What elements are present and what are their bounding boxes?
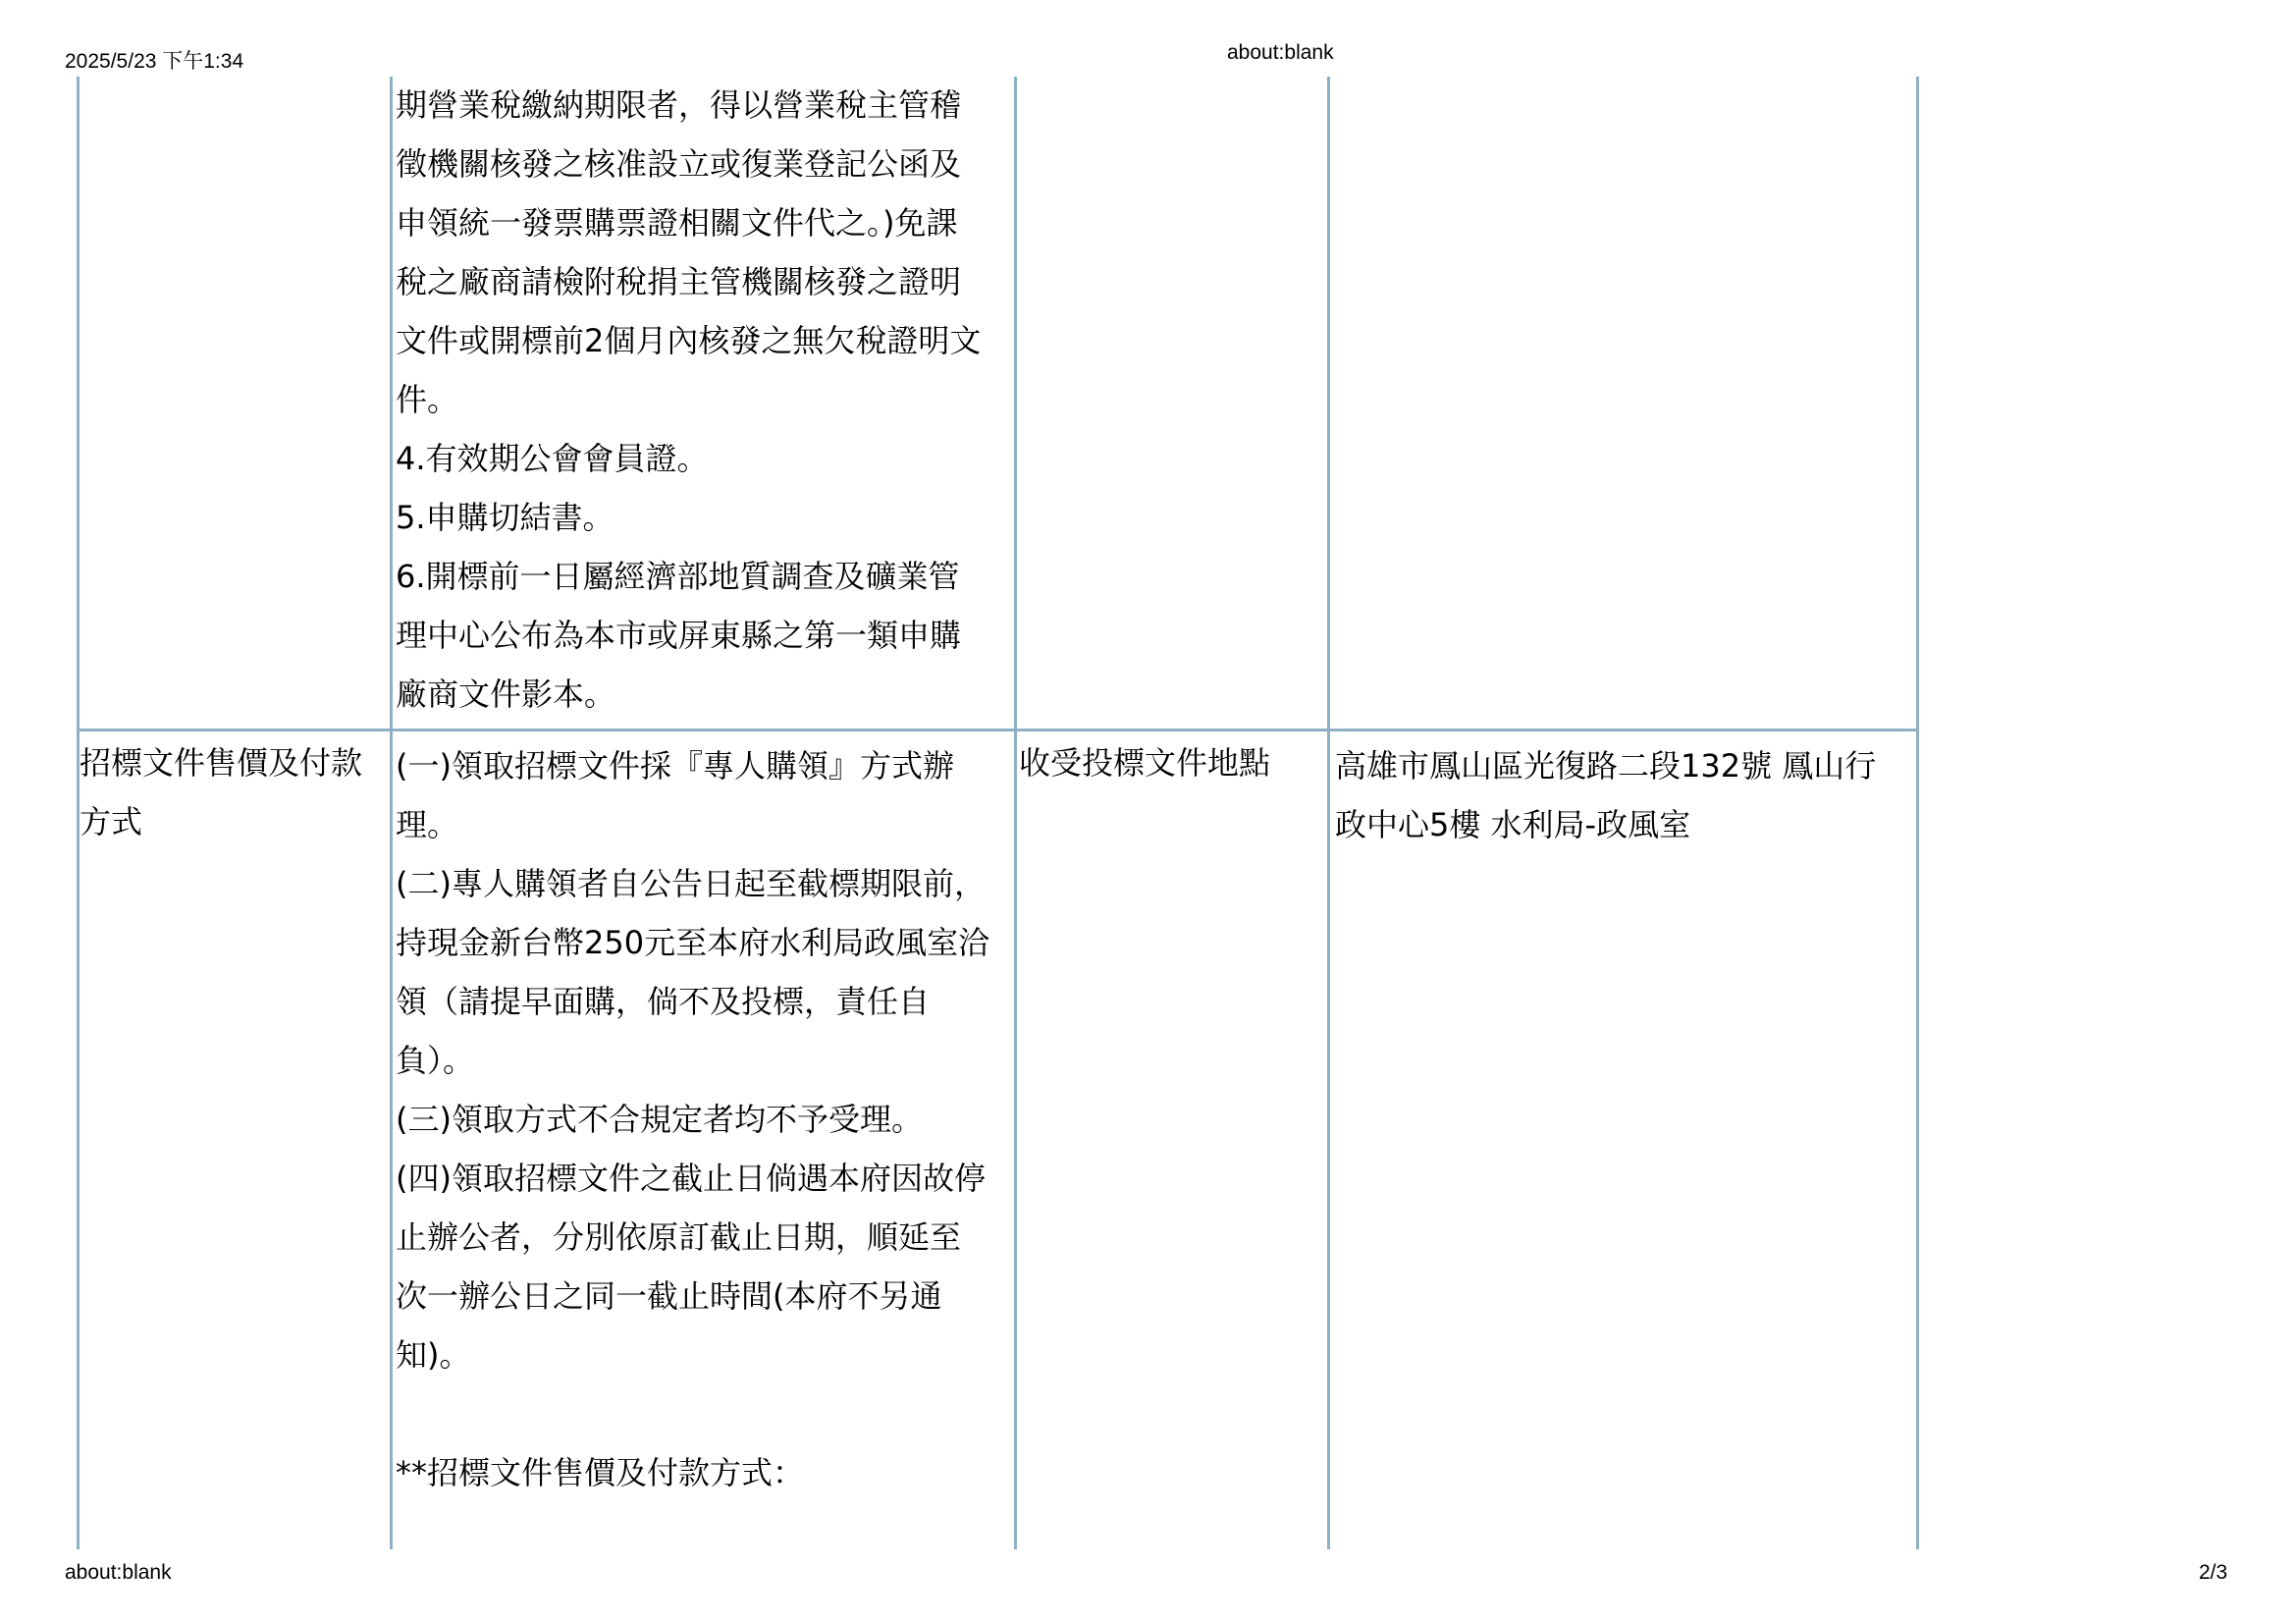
text-line: 5.申購切結書。 <box>396 499 614 536</box>
text-line: 高雄市鳳山區光復路二段132號 鳳山行 <box>1335 747 1877 784</box>
text-line: (三)領取方式不合規定者均不予受理。 <box>396 1101 923 1138</box>
text-line: 知)。 <box>396 1336 471 1374</box>
text-line: 理。 <box>396 806 459 843</box>
print-footer-page-number: 2/3 <box>2199 1561 2228 1584</box>
text-line: **招標文件售價及付款方式： <box>396 1454 805 1491</box>
text-line: 領（請提早面購，倘不及投標，責任自 <box>396 983 931 1020</box>
row-content-sale-price-payment <box>396 736 989 1502</box>
text-line: 稅之廠商請檢附稅捐主管機關核發之證明 <box>396 263 962 300</box>
text-line: 文件或開標前2個月內核發之無欠稅證明文 <box>396 322 982 359</box>
table-border-col1 <box>390 77 393 1549</box>
text-line: 理中心公布為本市或屏東縣之第一類申購 <box>396 617 962 654</box>
text-line: (一)領取招標文件採『專人購領』方式辦 <box>396 747 954 784</box>
text-line: 廠商文件影本。 <box>396 676 616 713</box>
text-line: 件。 <box>396 381 459 418</box>
table-border-col2 <box>1014 77 1017 1549</box>
print-header-date: 2025/5/23 下午1:34 <box>65 50 244 73</box>
row-label-bid-submission-location <box>1019 733 1270 792</box>
text-line: 止辦公者，分別依原訂截止日期，順延至 <box>396 1218 962 1256</box>
text-line: (二)專人購領者自公告日起至截標期限前， <box>396 865 986 902</box>
text-line: 收受投標文件地點 <box>1019 744 1271 782</box>
table-border-col3 <box>1327 77 1330 1549</box>
print-header-title: about:blank <box>1227 41 1334 64</box>
text-line: 4.有效期公會會員證。 <box>396 440 709 477</box>
text-line <box>396 1384 989 1443</box>
text-line: 方式 <box>80 803 143 840</box>
text-line: 徵機關核發之核准設立或復業登記公函及 <box>396 145 962 183</box>
text-line: 次一辦公日之同一截止時間(本府不另通 <box>396 1277 942 1315</box>
text-line: 期營業稅繳納期限者，得以營業稅主管稽 <box>396 86 962 124</box>
text-line: 持現金新台幣250元至本府水利局政風室洽 <box>396 924 990 961</box>
table-border-right <box>1916 77 1919 1549</box>
table-row-divider <box>77 729 1919 731</box>
text-line: 招標文件售價及付款 <box>80 744 363 782</box>
text-line: (四)領取招標文件之截止日倘遇本府因故停 <box>396 1160 986 1197</box>
text-line: 申領統一發票購票證相關文件代之。)免課 <box>396 204 958 242</box>
continued-row-content <box>396 76 981 724</box>
text-line: 政中心5樓 水利局-政風室 <box>1335 806 1691 843</box>
print-footer-url: about:blank <box>65 1561 172 1584</box>
text-line: 6.開標前一日屬經濟部地質調查及礦業管 <box>396 558 960 595</box>
text-line: 負）。 <box>396 1042 475 1079</box>
row-label-sale-price-payment <box>80 733 362 851</box>
row-content-bid-submission-location <box>1335 736 1876 854</box>
